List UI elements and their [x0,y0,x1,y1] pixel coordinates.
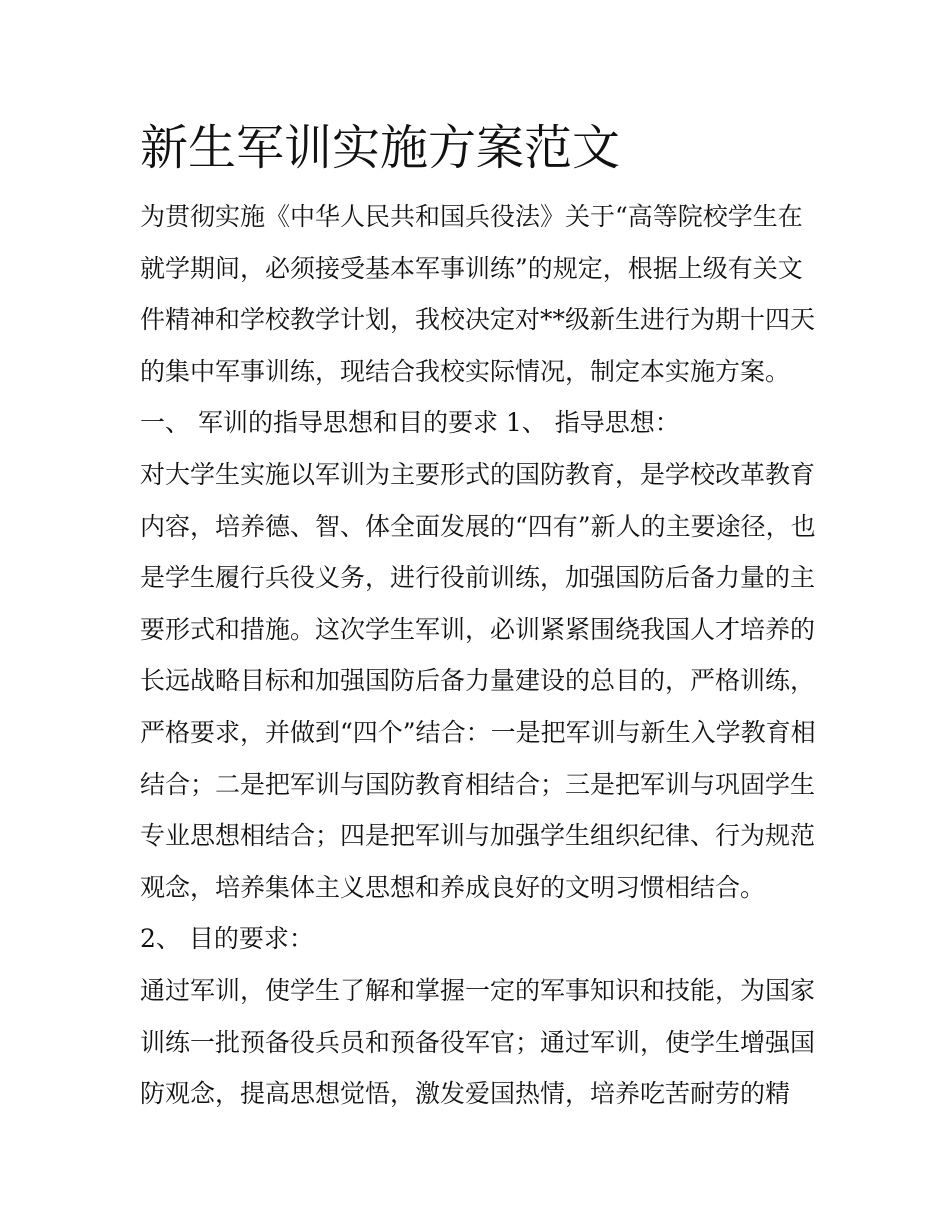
text-line: 要形式和措施。这次学生军训，必训紧紧围绕我国人才培养的 [140,614,816,644]
text-line: 是学生履行兵役义务，进行役前训练，加强国防后备力量的主 [140,563,816,593]
text-line: 的集中军事训练，现结合我校实际情况，制定本实施方案。 [140,356,791,386]
text-line: 对大学生实施以军训为主要形式的国防教育，是学校改革教育 [140,459,816,489]
text-line: 就学期间，必须接受基本军事训练”的规定，根据上级有关文 [140,253,803,283]
text-line: 训练一批预备役兵员和预备役军官；通过军训，使学生增强国 [140,1027,816,1057]
text-line: 观念，培养集体主义思想和养成良好的文明习惯相结合。 [140,872,766,902]
text-line: 通过军训，使学生了解和掌握一定的军事知识和技能，为国家 [140,975,816,1005]
document-body [140,191,820,1120]
text-line: 为贯彻实施《中华人民共和国兵役法》关于“高等院校学生在 [140,202,803,231]
text-line: 严格要求，并做到“四个”结合：一是把军训与新生入学教育相 [140,717,816,747]
section-heading-1: 一、 军训的指导思想和目的要求 1、 指导思想： [140,408,680,438]
section-heading-2: 2、 目的要求： [140,924,314,954]
text-line: 长远战略目标和加强国防后备力量建设的总目的，严格训练， [140,666,816,696]
text-line: 内容，培养德、智、体全面发展的“四有”新人的主要途径，也 [140,511,816,541]
text-line: 件精神和学校教学计划，我校决定对**级新生进行为期十四天 [140,305,816,335]
document-title: 新生军训实施方案范文 [140,120,621,176]
document-page [140,108,820,1120]
text-line: 防观念，提高思想觉悟，激发爱国热情，培养吃苦耐劳的精 [140,1079,791,1109]
text-line: 结合；二是把军训与国防教育相结合；三是把军训与巩固学生 [140,769,816,799]
text-line: 专业思想相结合；四是把军训与加强学生组织纪律、行为规范 [140,821,816,851]
